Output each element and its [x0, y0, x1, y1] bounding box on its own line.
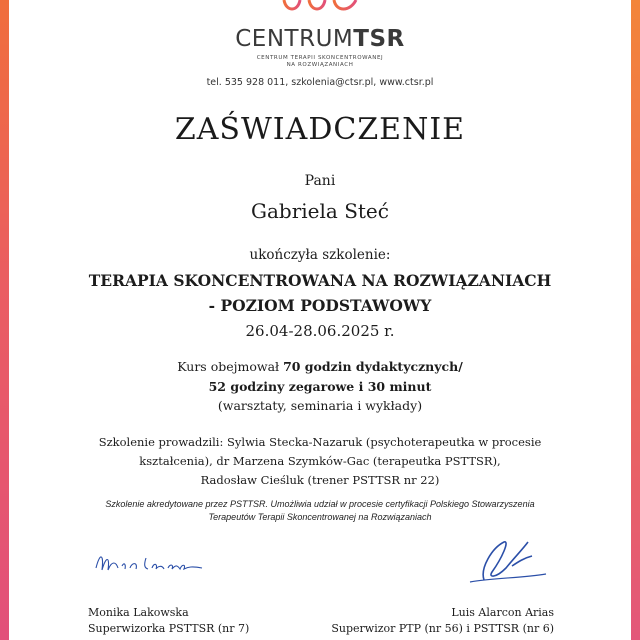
signatory-left-name: Monika Lakowska — [88, 606, 189, 619]
course-title-line1: TERAPIA SKONCENTROWANA NA ROZWIĄZANIACH — [88, 271, 552, 290]
signature-left — [92, 542, 212, 578]
brand-name: CENTRUMTSR — [235, 26, 405, 52]
signature-right — [462, 528, 552, 588]
instructors-line2: kształcenia), dr Marzena Szymków-Gac (terapeutka PSTTSR), — [139, 454, 501, 468]
salutation: Pani — [304, 173, 336, 189]
contact-info: tel. 535 928 011, szkolenia@ctsr.pl, www.ctsr.pl — [206, 77, 434, 88]
signatory-left-role: Superwizorka PSTTSR (nr 7) — [88, 622, 250, 635]
hours-forms: (warsztaty, seminaria i wykłady) — [217, 398, 423, 413]
brand-subtitle-line2: NA ROZWIĄZANIACH — [286, 62, 354, 68]
instructors-line1: Szkolenie prowadzili: Sylwia Stecka-Nazaruk (psychoterapeutka w procesie — [98, 435, 542, 449]
course-title-line2: - POZIOM PODSTAWOWY — [208, 296, 432, 315]
certificate-title: ZAŚWIADCZENIE — [174, 112, 466, 147]
instructors-line3: Radosław Cieśluk (trener PSTTSR nr 22) — [200, 473, 440, 487]
wave-logo-icon — [0, 0, 640, 14]
brand-subtitle-line1: CENTRUM TERAPII SKONCENTROWANEJ — [256, 55, 384, 61]
course-dates: 26.04-28.06.2025 r. — [245, 322, 395, 340]
border-right — [631, 0, 640, 640]
accreditation-line1: Szkolenie akredytowane przez PSTTSR. Umożliwia udział w procesie certyfikacji Polskiego Stowarzyszenia — [105, 499, 535, 509]
border-left — [0, 0, 9, 640]
hours-didactic: Kurs obejmował 70 godzin dydaktycznych/ — [177, 359, 463, 374]
recipient-name: Gabriela Steć — [251, 199, 389, 223]
hours-clock: 52 godziny zegarowe i 30 minut — [208, 379, 432, 394]
accreditation-line2: Terapeutów Terapii Skoncentrowanej na Rozwiązaniach — [208, 512, 432, 522]
signatory-right-name: Luis Alarcon Arias — [451, 606, 554, 619]
completed-label: ukończyła szkolenie: — [249, 247, 391, 263]
signatory-right-role: Superwizor PTP (nr 56) i PSTTSR (nr 6) — [331, 622, 554, 635]
